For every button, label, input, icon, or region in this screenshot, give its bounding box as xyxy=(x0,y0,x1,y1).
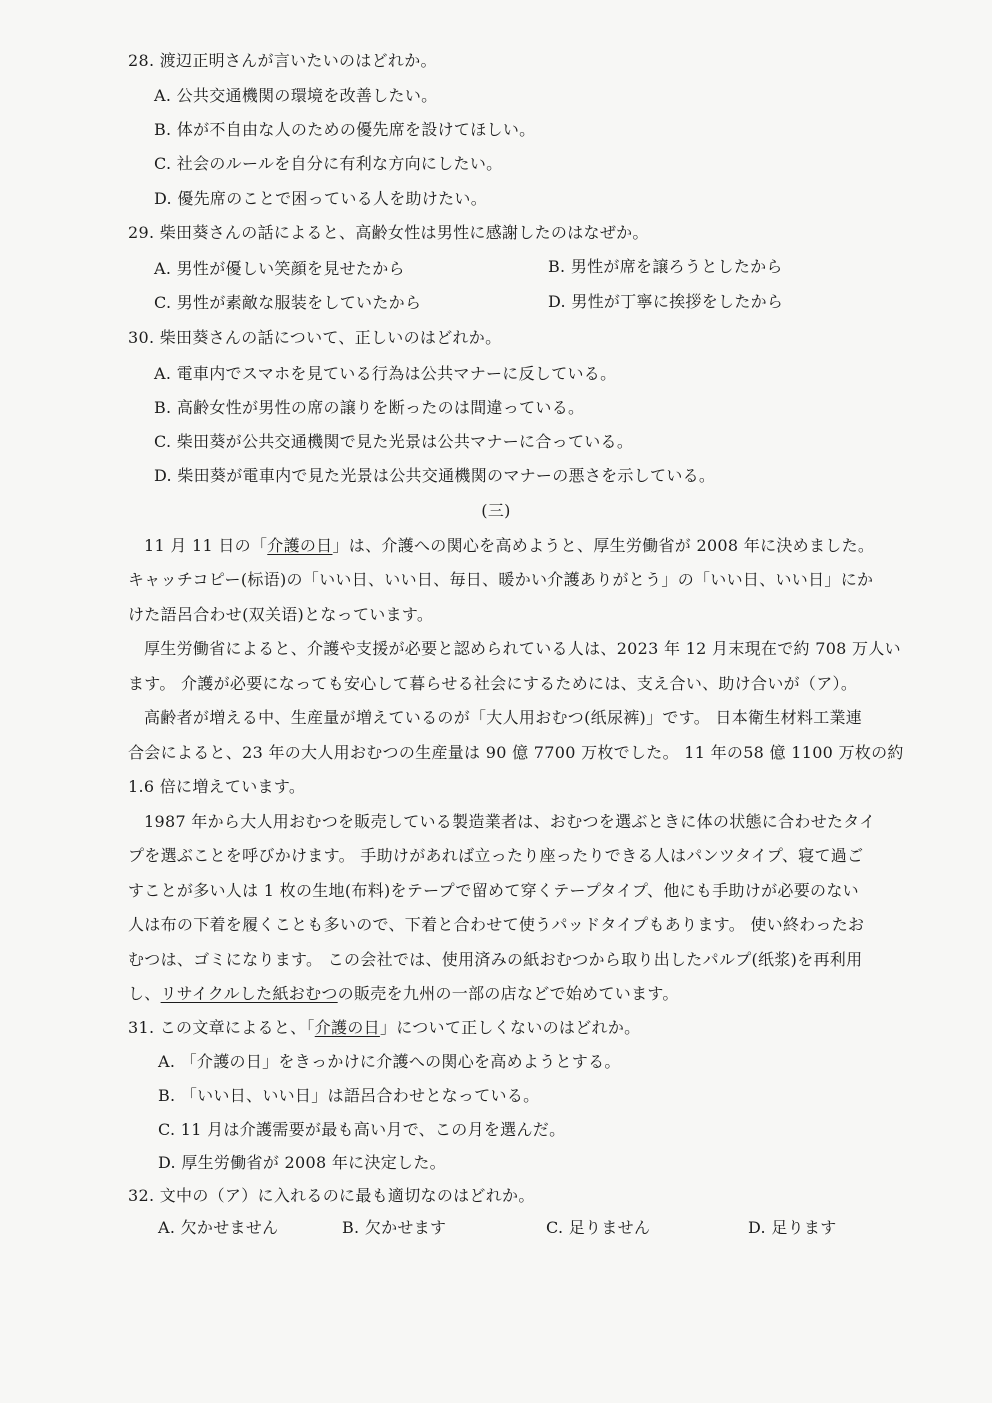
passage-p2-line1: 厚生労働省によると、介護や支援が必要と認められている人は、2023 年 12 月末現在で約 708 万人い xyxy=(144,639,901,658)
underlined-term-kaigo-no-hi: 介護の日 xyxy=(267,536,333,555)
passage-p4-line2: プを選ぶことを呼びかけます。 手助けがあれば立ったり座ったりできる人はパンツタイプ、寝て過ご xyxy=(128,846,864,865)
passage-p1-line1 xyxy=(144,535,874,557)
passage-p2-line2: ます。 介護が必要になっても安心して暮らせる社会にするためには、支え合い、助け合いが（ア）。 xyxy=(128,674,858,693)
question-32-option-b: B. 欠かせます xyxy=(342,1218,447,1237)
question-28-option-d: D. 優先席のことで困っている人を助けたい。 xyxy=(154,189,488,208)
question-31-option-c: C. 11 月は介護需要が最も高い月で、この月を選んだ。 xyxy=(158,1120,566,1139)
question-29-option-a: A. 男性が優しい笑顔を見せたから xyxy=(154,259,405,278)
question-29-option-d: D. 男性が丁寧に挨拶をしたから xyxy=(548,292,784,311)
passage-p4-line5: むつは、ゴミになります。 この会社では、使用済みの紙おむつから取り出したパルプ(纸浆)を再利用 xyxy=(128,950,863,969)
question-29-stem: 29. 柴田葵さんの話によると、高齢女性は男性に感謝したのはなぜか。 xyxy=(128,223,649,242)
question-30-option-d: D. 柴田葵が電車内で見た光景は公共交通機関のマナーの悪さを示している。 xyxy=(154,466,716,485)
question-30-option-b: B. 高齢女性が男性の席の譲りを断ったのは間違っている。 xyxy=(154,398,585,417)
question-31-option-d: D. 厚生労働省が 2008 年に決定した。 xyxy=(158,1153,446,1172)
question-32-option-d: D. 足ります xyxy=(748,1218,837,1237)
section-title: (三) xyxy=(481,501,511,520)
question-31-option-b: B. 「いい日、いい日」は語呂合わせとなっている。 xyxy=(158,1086,540,1105)
question-31-option-a: A. 「介護の日」をきっかけに介護への関心を高めようとする。 xyxy=(158,1052,621,1071)
passage-p1-line2: キャッチコピー(标语)の「いい日、いい日、毎日、暖かい介護ありがとう」の「いい日、いい日」にか xyxy=(128,570,874,589)
passage-p3-line3: 1.6 倍に増えています。 xyxy=(128,777,306,796)
passage-p4-line1: 1987 年から大人用おむつを販売している製造業者は、おむつを選ぶときに体の状態に合わせたタイ xyxy=(144,812,876,831)
passage-text: 」は、介護への関心を高めようと、厚生労働省が 2008 年に決めました。 xyxy=(332,536,875,555)
question-31-stem xyxy=(128,1017,640,1039)
question-29-option-b: B. 男性が席を譲ろうとしたから xyxy=(548,257,783,276)
question-29-option-c: C. 男性が素敵な服装をしていたから xyxy=(154,293,422,312)
question-28-option-b: B. 体が不自由な人のための優先席を設けてほしい。 xyxy=(154,120,536,139)
question-30-stem: 30. 柴田葵さんの話について、正しいのはどれか。 xyxy=(128,328,502,347)
question-32-option-c: C. 足りません xyxy=(546,1218,651,1237)
question-28-stem: 28. 渡辺正明さんが言いたいのはどれか。 xyxy=(128,51,437,70)
passage-p4-line3: すことが多い人は 1 枚の生地(布料)をテープで留めて穿くテープタイプ、他にも手助けが必要のない xyxy=(128,881,859,900)
underlined-term-recycled-diapers: リサイクルした紙おむつ xyxy=(160,984,338,1003)
question-28-option-c: C. 社会のルールを自分に有利な方向にしたい。 xyxy=(154,154,503,173)
passage-p3-line2: 合会によると、23 年の大人用おむつの生産量は 90 億 7700 万枚でした。 11 年の58 億 1100 万枚の約 xyxy=(128,743,904,762)
question-text: 31. この文章によると、「 xyxy=(128,1018,315,1037)
question-32-option-a: A. 欠かせません xyxy=(158,1218,279,1237)
passage-text: 11 月 11 日の「 xyxy=(144,536,268,555)
passage-p1-line3: けた語呂合わせ(双关语)となっています。 xyxy=(128,605,434,624)
question-text: 」について正しくないのはどれか。 xyxy=(379,1018,641,1037)
passage-p4-line4: 人は布の下着を履くことも多いので、下着と合わせて使うパッドタイプもあります。 使い終わったお xyxy=(128,915,865,934)
question-30-option-a: A. 電車内でスマホを見ている行為は公共マナーに反している。 xyxy=(154,364,617,383)
passage-p3-line1: 高齢者が増える中、生産量が増えているのが「大人用おむつ(纸尿裤)」です。 日本衛生材料工業連 xyxy=(144,708,863,727)
question-28-option-a: A. 公共交通機関の環境を改善したい。 xyxy=(154,86,438,105)
passage-text: し、 xyxy=(128,984,161,1003)
question-32-stem: 32. 文中の（ア）に入れるのに最も適切なのはどれか。 xyxy=(128,1186,535,1205)
underlined-term-kaigo-no-hi: 介護の日 xyxy=(314,1018,380,1037)
passage-p4-line6 xyxy=(128,983,679,1005)
question-30-option-c: C. 柴田葵が公共交通機関で見た光景は公共マナーに合っている。 xyxy=(154,432,634,451)
passage-text: の販売を九州の一部の店などで始めています。 xyxy=(337,984,679,1003)
